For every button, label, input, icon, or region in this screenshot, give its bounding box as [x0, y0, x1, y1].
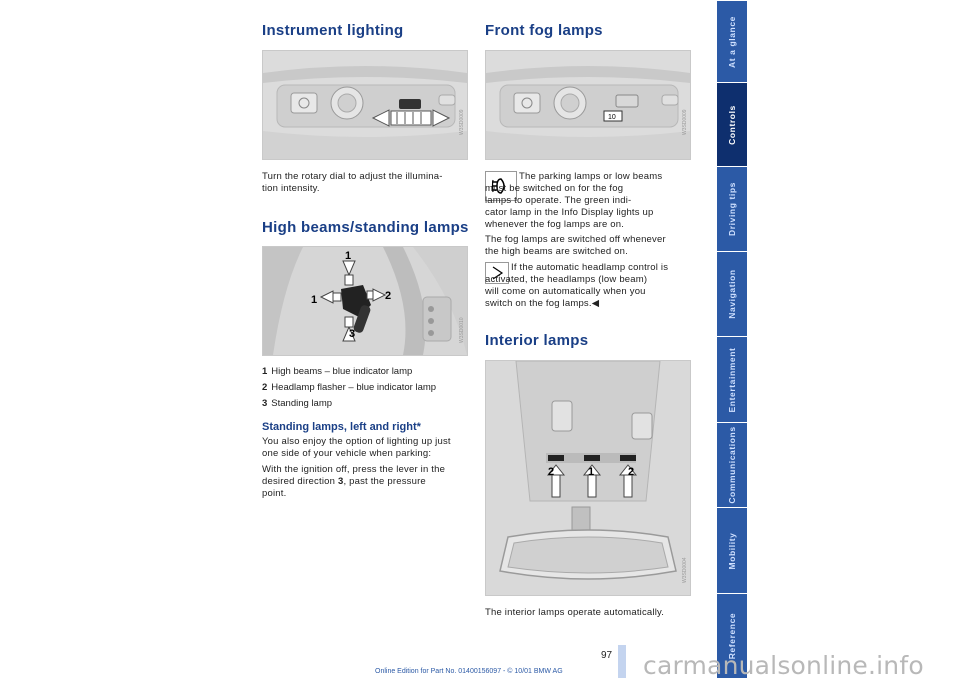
figure-code: W3SD0009 — [459, 109, 465, 135]
automatic-headlamp-note: If the automatic headlamp control is activated, the headlamps (low beam) will come on automatically when you switch on the fog lamps.◀ — [485, 262, 669, 309]
page-marker-bar — [618, 645, 626, 678]
callout-2-left: 2 — [548, 466, 555, 478]
list-item: 1 High beams – blue indicator lamp — [262, 366, 413, 377]
instrument-lighting-text: Turn the rotary dial to adjust the illumina- tion intensity. — [262, 171, 443, 194]
heading-front-fog-lamps: Front fog lamps — [485, 22, 603, 39]
callout-1: 1 — [588, 466, 595, 478]
fog-button-label: 10 — [608, 114, 616, 121]
standing-lamps-para2: With the ignition off, press the lever in the desired direction 3, past the pressure point. — [262, 464, 446, 499]
tab-entertainment[interactable]: Entertainment — [717, 336, 747, 422]
dashboard-dial-illustration — [263, 51, 467, 159]
standing-lamps-para1: You also enjoy the option of lighting up just one side of your vehicle when parking: — [262, 436, 451, 459]
watermark: carmanualsonline.info — [643, 651, 924, 680]
list-item: 2 Headlamp flasher – blue indicator lamp — [262, 382, 437, 393]
tab-reference[interactable]: Reference — [717, 593, 747, 678]
interior-lamps-illustration — [486, 361, 690, 595]
heading-instrument-lighting: Instrument lighting — [262, 22, 404, 39]
figure-interior-lamps — [485, 360, 691, 596]
callout-2: 2 — [385, 290, 392, 302]
page-number: 97 — [601, 650, 613, 661]
fog-lamp-button-illustration — [486, 51, 690, 159]
figure-high-beams — [262, 246, 468, 356]
figure-code: W3SD0004 — [682, 557, 688, 583]
tab-mobility[interactable]: Mobility — [717, 507, 747, 593]
heading-standing-lamps: Standing lamps, left and right* — [262, 421, 421, 433]
figure-code: W3SD0009 — [682, 109, 688, 135]
callout-3-top: 1 — [345, 250, 352, 262]
callout-3-bottom: 3 — [349, 328, 356, 340]
tab-controls[interactable]: Controls — [717, 82, 747, 166]
list-item: 3 Standing lamp — [262, 398, 333, 409]
figure-code: W3SD0010 — [459, 317, 465, 343]
tab-driving-tips[interactable]: Driving tips — [717, 166, 747, 251]
interior-lamps-text: The interior lamps operate automatically. — [485, 607, 665, 618]
callout-1: 1 — [311, 294, 318, 306]
tab-communications[interactable]: Communications — [717, 422, 747, 507]
heading-interior-lamps: Interior lamps — [485, 332, 589, 349]
figure-front-fog-lamps — [485, 50, 691, 160]
heading-high-beams: High beams/standing lamps — [262, 219, 469, 236]
figure-instrument-lighting — [262, 50, 468, 160]
fog-lamps-para: The fog lamps are switched off whenever the high beams are switched on. — [485, 234, 666, 257]
tab-navigation[interactable]: Navigation — [717, 251, 747, 336]
callout-2-right: 2 — [628, 466, 635, 478]
footer-edition: Online Edition for Part No. 01400156097 - © 10/01 BMW AG — [375, 668, 563, 675]
steering-stalk-illustration — [263, 247, 467, 355]
tab-at-a-glance[interactable]: At a glance — [717, 0, 747, 82]
fog-lamps-note: The parking lamps or low beams must be switched on for the fog lamps to operate. The green indi- cator lamp in the Info Display lights up whenever the fog lamps are on. — [485, 171, 663, 230]
